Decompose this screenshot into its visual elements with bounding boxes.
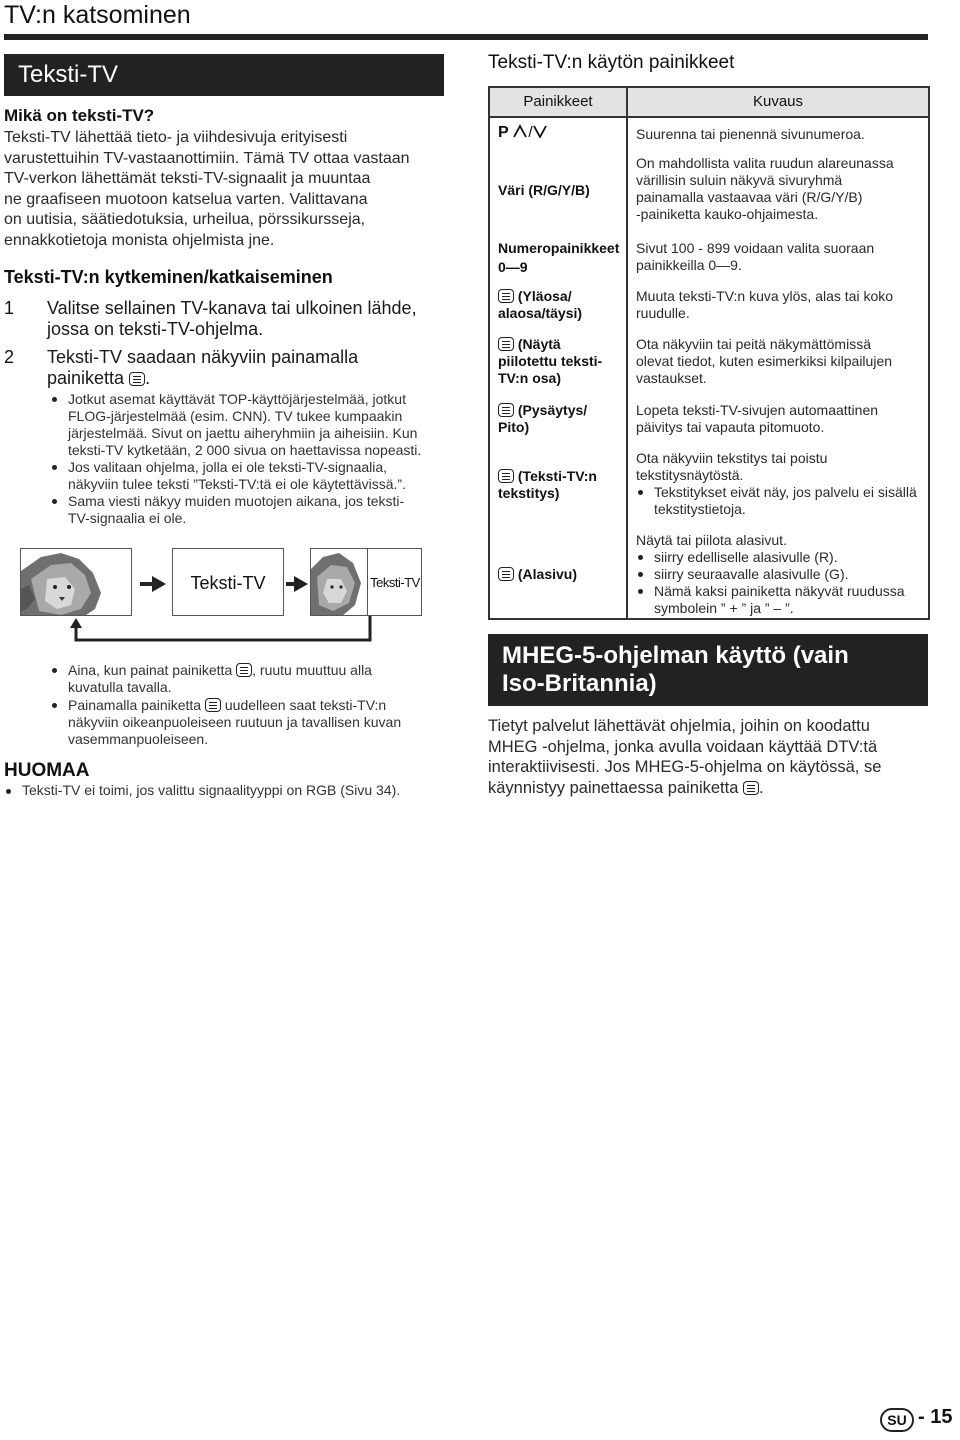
text-line (47, 368, 358, 389)
hold-icon (498, 403, 514, 417)
table-cell-desc (636, 126, 924, 143)
text-line: olevat tiedot, kuten esimerkiksi kilpailujen (636, 353, 893, 369)
tv-picture-image (20, 548, 132, 616)
list-item (636, 583, 924, 617)
text-line: TV-verkon lähettämät teksti-TV-signaalit ja muuntaa (4, 170, 371, 187)
text-line: Tietyt palvelut lähettävät ohjelmia, joihin on koodattu (488, 717, 870, 735)
text-line: Lopeta teksti-TV-sivujen automaattinen (636, 402, 879, 418)
text-line: Numeropainikkeet (498, 240, 620, 256)
reveal-icon (498, 337, 514, 351)
text-span: (Pysäytys/ (517, 402, 588, 418)
column-header: Kuvaus (752, 93, 804, 110)
buttons-table (488, 86, 930, 620)
text-span: (Alasivu) (517, 566, 578, 582)
mheg-paragraph (488, 716, 928, 798)
text-line: teksti-TV kytketään, 2 000 sivua on haettavissa nopeasti. (68, 442, 422, 458)
text-line: Muuta teksti-TV:n kuva ylös, alas tai koko (636, 288, 894, 304)
text-line: Sama viesti näkyy muiden muotojen aikana, jos teksti- (68, 493, 405, 509)
table-title: Teksti-TV:n käytön painikkeet (488, 52, 735, 73)
text-line: tekstitysnäytöstä. (636, 467, 744, 483)
text-line: värillisin suluin näkyvä sivuryhmä (636, 172, 843, 188)
text-line (498, 288, 622, 305)
table-header (490, 88, 928, 118)
text-line: Tekstitykset eivät näy, jos palvelu ei sisällä (654, 484, 917, 500)
text-line: 0—9 (498, 259, 528, 275)
teletext-label-small: Teksti-TV (370, 575, 420, 590)
text-line: ruudulle. (636, 305, 690, 321)
text-span: käynnistyy painettaessa painiketta (488, 778, 739, 797)
table-cell-desc (636, 288, 924, 322)
text-line: Näytä tai piilota alasivut. (636, 532, 787, 548)
text-span: (Teksti-TV:n (517, 468, 597, 484)
text-span: Painamalla painiketta (68, 697, 202, 713)
text-line (68, 697, 448, 714)
text-line: symbolein ” + ” ja ” – ”. (654, 600, 794, 616)
arrow-right-icon (286, 576, 308, 592)
bullet-icon (638, 555, 643, 560)
teletext-label: Teksti-TV (190, 573, 266, 593)
mheg-title (502, 642, 849, 698)
text-line: Iso-Britannia) (502, 670, 657, 697)
table-cell-key (498, 468, 622, 502)
return-arrow-icon (70, 616, 380, 648)
teletext-diagram (20, 548, 440, 648)
step-number: 2 (4, 347, 15, 367)
step1-text (47, 298, 417, 340)
text-line: Teksti-TV saadaan näkyviin painamalla (47, 347, 359, 367)
text-line: MHEG -ohjelma, jonka avulla voidaan käyttää DTV:tä (488, 737, 878, 756)
text-line: varustettuihin TV-vastaanottimiin. Tämä TV ottaa vastaan (4, 149, 410, 167)
text-span: (Näytä (517, 336, 561, 352)
arrow-right-icon (140, 576, 166, 592)
list-item (68, 391, 448, 459)
text-line: vastaukset. (636, 370, 707, 386)
text-line (488, 778, 928, 799)
text-line: Ota näkyviin tai peitä näkymättömissä (636, 336, 871, 352)
text-line (498, 402, 622, 419)
table-cell-desc (636, 155, 924, 223)
text-line: päivitys tai vapauta pitomuoto. (636, 419, 825, 435)
table-cell-desc (636, 240, 924, 274)
text-line: interaktiivisesti. Jos MHEG-5-ohjelma on käytössä, se (488, 758, 882, 776)
bullet-icon (52, 668, 57, 673)
text-line: piilotettu teksti- (498, 353, 603, 369)
list-item (636, 484, 924, 518)
text-line (68, 662, 448, 679)
table-cell-key: Väri (R/G/Y/B) (498, 182, 590, 198)
lion-image (311, 549, 367, 616)
table-cell-key (498, 288, 622, 322)
step-number: 1 (4, 298, 15, 318)
text-line: Nämä kaksi painiketta näkyvät ruudussa (654, 583, 905, 599)
teletext-button-icon (205, 698, 221, 712)
table-cell-desc (636, 450, 924, 518)
text-span: (Yläosa/ (517, 288, 572, 304)
text-span: painiketta (47, 368, 125, 388)
list-item (636, 549, 924, 566)
section-bar-teksti-tv (4, 54, 444, 96)
top-rule (4, 34, 928, 40)
text-line: ne graafiseen muotoon katselua varten. Valittavana (4, 190, 368, 208)
text-line: siirry seuraavalle alasivulle (G). (654, 566, 849, 582)
text-line: MHEG-5-ohjelman käyttö (vain (502, 642, 849, 669)
after-bullet-2 (68, 697, 448, 748)
teletext-button-icon (743, 781, 759, 795)
text-line: näkyviin tulee teksti ”Teksti-TV:tä ei ole käytettävissä.”. (68, 476, 406, 492)
bullet-list (68, 391, 448, 527)
table-cell-key (498, 240, 622, 276)
bullet-icon (638, 572, 643, 577)
text-line: alaosa/täysi) (498, 305, 583, 321)
section-title: Teksti-TV (18, 61, 119, 88)
text-line: tekstitystietoja. (654, 501, 746, 517)
column-header: Painikkeet (523, 93, 593, 110)
text-line: -painiketta kauko-ohjaimesta. (636, 206, 819, 222)
page-title: TV:n katsominen (4, 1, 191, 29)
text-line (498, 566, 622, 583)
text-line: TV-signaalia ei ole. (68, 510, 187, 526)
subpage-icon (498, 567, 514, 581)
list-item (68, 459, 448, 493)
text-line: järjestelmää. Sivut on jaettu aiheryhmiin ja aiheisiin. Kun (68, 425, 418, 441)
section-bar-mheg (488, 634, 928, 706)
text-line: Jotkut asemat käyttävät TOP-käyttöjärjestelmää, jotkut (68, 391, 406, 407)
subtitle-icon (498, 469, 514, 483)
note-heading: HUOMAA (4, 760, 90, 781)
bullet-icon (52, 703, 57, 708)
text-line: Pito) (498, 419, 530, 435)
text-line: kuvatulla tavalla. (68, 679, 172, 695)
text-line: Suurenna tai pienennä sivunumeroa. (636, 126, 865, 142)
what-heading: Mikä on teksti-TV? (4, 106, 155, 125)
text-line: tekstitys) (498, 485, 560, 501)
bullet-icon (52, 499, 57, 504)
what-paragraph (4, 128, 444, 251)
text-span: uudelleen saat teksti-TV:n (220, 697, 387, 713)
bullet-icon (638, 589, 643, 594)
list-item (636, 566, 924, 583)
text-line: Ota näkyviin tekstitys tai poistu (636, 450, 828, 466)
text-line: Teksti-TV lähettää tieto- ja viihdesivuja erityisesti (4, 129, 348, 146)
table-cell-key (498, 566, 622, 583)
teletext-button-icon (129, 372, 145, 386)
teletext-size-icon (498, 289, 514, 303)
bullet-icon (52, 397, 57, 402)
lion-image (21, 549, 132, 616)
text-line: Sivut 100 - 899 voidaan valita suoraan (636, 240, 875, 256)
text-line (498, 336, 622, 353)
text-line: On mahdollista valita ruudun alareunassa (636, 155, 894, 171)
text-line: ennakkotietoja monista ohjelmista jne. (4, 231, 275, 249)
table-cell-desc (636, 402, 924, 436)
step2-text (47, 347, 358, 389)
text-line: Jos valitaan ohjelma, jolla ei ole teksti-TV-signaalia, (68, 459, 388, 475)
bullet-icon (638, 490, 643, 495)
column-divider (626, 88, 628, 618)
table-cell-key (498, 124, 622, 141)
text-line: painikkeilla 0—9. (636, 257, 742, 273)
teletext-screen (172, 548, 284, 616)
text-span: . (145, 368, 151, 388)
text-line (498, 468, 622, 485)
note-text: Teksti-TV ei toimi, jos valittu signaalityyppi on RGB (Sivu 34). (22, 782, 401, 798)
table-cell-desc (636, 336, 924, 387)
text-span: Aina, kun painat painiketta (68, 662, 233, 678)
text-line: vasemmanpuoleiseen. (68, 731, 209, 747)
list-item (68, 493, 448, 527)
table-cell-desc (636, 532, 924, 617)
split-screen (310, 548, 422, 616)
up-down-chevron-icon (513, 124, 547, 138)
region-badge: SU (880, 1408, 914, 1432)
text-span: , ruutu muuttuu alla (252, 662, 372, 678)
text-line: Valitse sellainen TV-kanava tai ulkoinen lähde, (47, 298, 417, 318)
text-line: siirry edelliselle alasivulle (R). (654, 549, 838, 565)
text-line: painamalla vastaavaa väri (R/G/Y/B) (636, 189, 863, 205)
page-number: - 15 (918, 1406, 953, 1428)
onoff-heading: Teksti-TV:n kytkeminen/katkaiseminen (4, 267, 333, 287)
text-line: FLOG-järjestelmää (esim. CNN). TV tukee kumpaakin (68, 408, 403, 424)
after-bullet-1 (68, 662, 448, 696)
text-line: on uutisia, säätiedotuksia, urheilua, pörssikursseja, (4, 211, 366, 228)
bullet-icon (52, 465, 57, 470)
text-span: P (498, 124, 509, 141)
text-span: . (759, 778, 764, 797)
teletext-button-icon (236, 663, 252, 677)
table-cell-key (498, 402, 622, 436)
text-line: näkyviin oikeanpuoleiseen ruutuun ja tavallisen kuvan (68, 714, 402, 730)
split-divider (367, 549, 368, 616)
text-line: jossa on teksti-TV-ohjelma. (47, 319, 264, 339)
text-line: TV:n osa) (498, 370, 562, 386)
table-cell-key (498, 336, 622, 387)
bullet-icon (6, 789, 11, 794)
